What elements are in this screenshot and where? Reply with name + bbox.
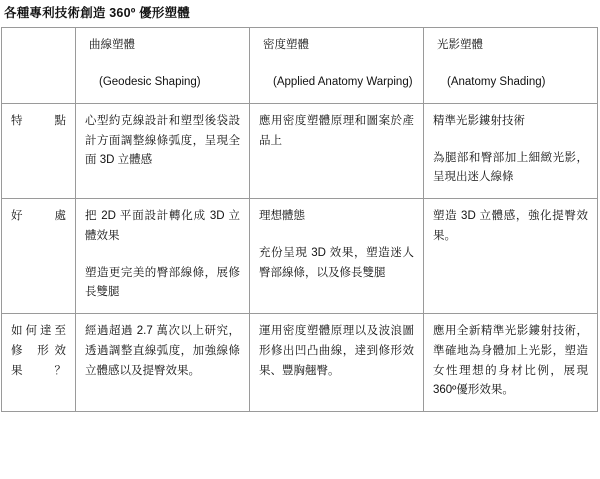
cell-how-shading <box>424 314 598 412</box>
cell-paragraph: 應用密度塑體原理和圖案於產品上 <box>259 114 414 147</box>
column-header-shading <box>424 28 598 104</box>
cell-paragraph: 應用全新精準光影鏤射技術，準確地為身體加上光影，塑造女性理想的身材比例，展現 360º優形效果。 <box>433 325 588 397</box>
cell-paragraph: 精準光影鏤射技術 <box>433 114 525 127</box>
row-label-benefits: 好處 <box>2 199 76 314</box>
column-header-name: 曲線塑體 <box>89 39 135 52</box>
cell-paragraph: 心型約克線設計和塑型後袋設計方面調整線條弧度，呈現全面 3D 立體感 <box>85 114 240 167</box>
row-label-how: 如何達至 修 形效果？ <box>2 314 76 412</box>
cell-paragraph: 把 2D 平面設計轉化成 3D 立體效果 <box>85 210 240 242</box>
table-row <box>2 314 598 412</box>
table-corner-cell <box>2 28 76 104</box>
column-header-latin: (Geodesic Shaping) <box>99 76 201 89</box>
row-label-features: 特點 <box>2 103 76 198</box>
cell-benefits-geodesic <box>76 199 250 314</box>
cell-features-warping <box>250 103 424 198</box>
column-header-name: 密度塑體 <box>263 39 309 52</box>
column-header-warping <box>250 28 424 104</box>
page-title: 各種專利技術創造 360º 優形塑體 <box>4 6 190 20</box>
comparison-table <box>1 27 598 412</box>
column-header-latin: (Applied Anatomy Warping) <box>273 76 413 89</box>
cell-benefits-warping <box>250 199 424 314</box>
cell-paragraph: 塑造 3D 立體感，強化提臀效果。 <box>433 210 588 242</box>
cell-paragraph: 運用密度塑體原理以及波浪圖形修出凹凸曲線，達到修形效果、豐胸翹臀。 <box>259 325 414 377</box>
cell-how-geodesic <box>76 314 250 412</box>
cell-how-warping <box>250 314 424 412</box>
cell-paragraph: 充份呈現 3D 效果，塑造迷人臀部線條，以及修長雙腿 <box>259 246 414 279</box>
column-header-latin: (Anatomy Shading) <box>447 76 546 89</box>
table-row <box>2 199 598 314</box>
cell-features-shading <box>424 103 598 198</box>
cell-paragraph: 經過超過 2.7 萬次以上研究，透過調整直線弧度，加強線條立體感以及提臀效果。 <box>85 325 240 377</box>
cell-benefits-shading <box>424 199 598 314</box>
cell-paragraph: 塑造更完美的臀部線條，展修長雙腿 <box>85 266 240 299</box>
cell-features-geodesic <box>76 103 250 198</box>
cell-paragraph: 理想體態 <box>259 210 305 223</box>
cell-paragraph: 為腿部和臀部加上細緻光影，呈現出迷人線條 <box>433 151 588 184</box>
table-header-row <box>2 28 598 104</box>
column-header-geodesic <box>76 28 250 104</box>
column-header-name: 光影塑體 <box>437 39 483 52</box>
table-row <box>2 103 598 198</box>
